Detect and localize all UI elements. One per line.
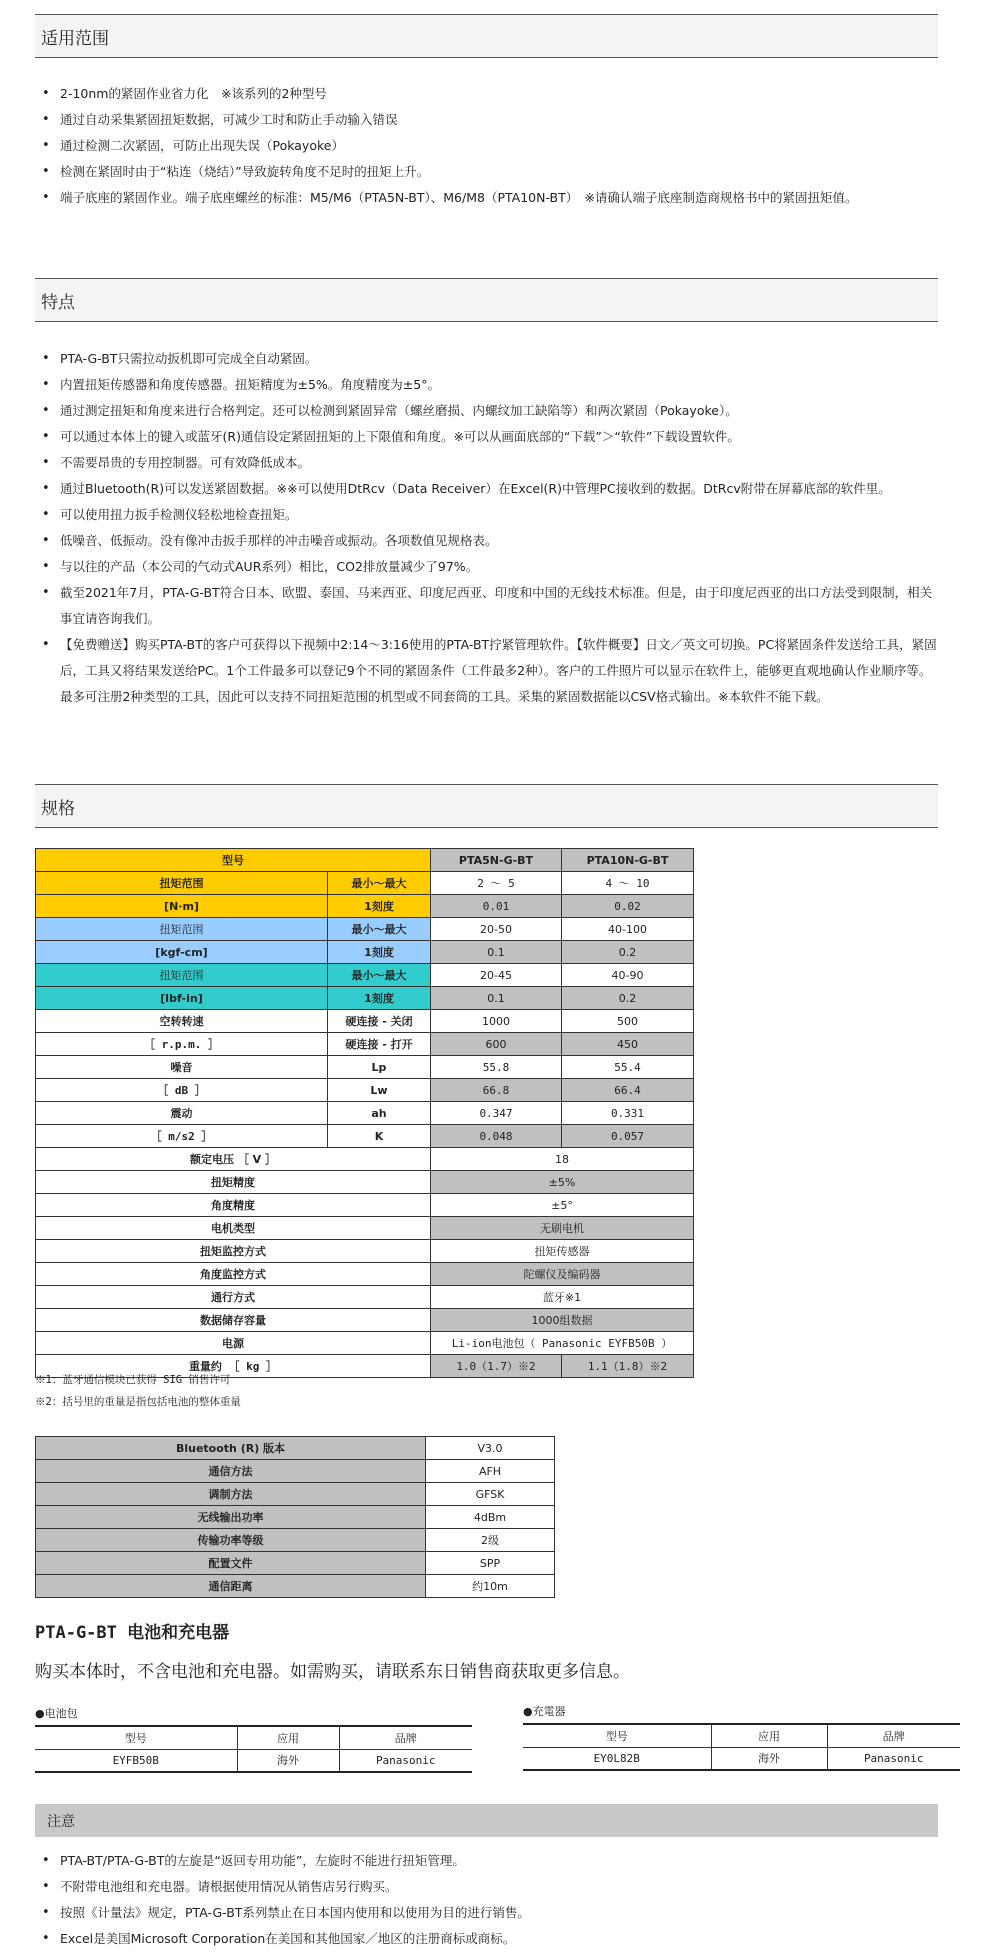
- footnote-2: ※2：括号里的重量是指包括电池的整体重量: [35, 1396, 241, 1408]
- list-item: • 低噪音、低振动。没有像冲击扳手那样的冲击噪音或振动。各项数值见规格表。: [58, 528, 938, 554]
- shared-value: ±5°: [431, 1194, 694, 1217]
- notes-heading: 注意: [35, 1804, 938, 1837]
- col-header: 型号: [523, 1724, 711, 1747]
- bt-value: 约10m: [426, 1575, 555, 1598]
- list-item: • PTA-BT/PTA-G-BT的左旋是“返回专用功能”，左旋时不能进行扭矩管理。: [58, 1848, 938, 1874]
- shared-value: 1000组数据: [431, 1309, 694, 1332]
- noise-a: 66.8: [431, 1079, 562, 1102]
- torque-kgf-sub: 最小～最大: [328, 918, 431, 941]
- torque-nm-sub: 最小～最大: [328, 872, 431, 895]
- torque-nm-a: 2 ～ 5: [431, 872, 562, 895]
- table-cell: Panasonic: [339, 1749, 472, 1772]
- vibration-unit: ［ m/s2 ］: [36, 1125, 328, 1148]
- table-cell: EY0L82B: [523, 1747, 711, 1770]
- battery-pack-table: [35, 1725, 472, 1773]
- bt-label: 传输功率等级: [36, 1529, 426, 1552]
- footnote-1: ※1：蓝牙通信模块已获得 SIG 销售许可: [35, 1374, 231, 1386]
- list-item: • 可以通过本体上的键入或蓝牙(R)通信设定紧固扭矩的上下限值和角度。※可以从画面底部的“下载”＞“软件”下载设置软件。: [58, 424, 938, 450]
- table-cell: 海外: [711, 1747, 827, 1770]
- list-item: • 不需要昂贵的专用控制器。可有效降低成本。: [58, 450, 938, 476]
- noise-sub: Lp: [328, 1056, 431, 1079]
- shared-label: 通行方式: [36, 1286, 431, 1309]
- spec-heading: 规格: [35, 784, 938, 828]
- shared-label: 电机类型: [36, 1217, 431, 1240]
- bluetooth-table: [35, 1436, 555, 1598]
- bt-label: Bluetooth (R) 版本: [36, 1437, 426, 1460]
- shared-label: 角度监控方式: [36, 1263, 431, 1286]
- bt-value: GFSK: [426, 1483, 555, 1506]
- rpm-unit: ［ r.p.m. ］: [36, 1033, 328, 1056]
- torque-lbf-b: 0.2: [562, 987, 694, 1010]
- shared-label: 数据储存容量: [36, 1309, 431, 1332]
- noise-b: 66.4: [562, 1079, 694, 1102]
- torque-kgf-b: 0.2: [562, 941, 694, 964]
- notes-list: [58, 1848, 938, 1952]
- list-item: • 截至2021年7月，PTA-G-BT符合日本、欧盟、泰国、马来西亚、印度尼西亚、印度和中国的无线技术标准。但是，由于印度尼西亚的出口方法受到限制，相关事宜请咨询我们。: [58, 580, 938, 632]
- list-item: • 可以使用扭力扳手检测仪轻松地检查扭矩。: [58, 502, 938, 528]
- torque-nm-sub: 1刻度: [328, 895, 431, 918]
- noise-unit: ［ dB ］: [36, 1079, 328, 1102]
- list-item: • 通过检测二次紧固，可防止出现失误（Pokayoke）: [58, 133, 938, 159]
- shared-value: 蓝牙※1: [431, 1286, 694, 1309]
- vibration-b: 0.057: [562, 1125, 694, 1148]
- bt-value: 2级: [426, 1529, 555, 1552]
- torque-lbf-sub: 1刻度: [328, 987, 431, 1010]
- weight-label: 重量约 ［ kg ］: [36, 1355, 431, 1378]
- torque-kgf-b: 40-100: [562, 918, 694, 941]
- table-cell: Panasonic: [827, 1747, 960, 1770]
- bt-value: SPP: [426, 1552, 555, 1575]
- bt-value: AFH: [426, 1460, 555, 1483]
- shared-label: 扭矩精度: [36, 1171, 431, 1194]
- rpm-a: 1000: [431, 1010, 562, 1033]
- torque-lbf-label: 扭矩范围: [36, 964, 328, 987]
- torque-lbf-unit: [lbf-in]: [36, 987, 328, 1010]
- model-label: 型号: [36, 849, 431, 872]
- list-item: • 通过自动采集紧固扭矩数据，可减少工时和防止手动输入错误: [58, 107, 938, 133]
- rpm-b: 450: [562, 1033, 694, 1056]
- bt-label: 通信距离: [36, 1575, 426, 1598]
- col-header: 品牌: [339, 1726, 472, 1749]
- shared-value: Li-ion电池包（ Panasonic EYFB50B ）: [431, 1332, 694, 1355]
- vibration-label: 震动: [36, 1102, 328, 1125]
- col-header: 型号: [35, 1726, 237, 1749]
- vibration-a: 0.347: [431, 1102, 562, 1125]
- list-item: • 2-10nm的紧固作业省力化 ※该系列的2种型号: [58, 81, 938, 107]
- torque-kgf-a: 20-50: [431, 918, 562, 941]
- vibration-b: 0.331: [562, 1102, 694, 1125]
- torque-lbf-sub: 最小～最大: [328, 964, 431, 987]
- torque-kgf-sub: 1刻度: [328, 941, 431, 964]
- vibration-sub: ah: [328, 1102, 431, 1125]
- noise-a: 55.8: [431, 1056, 562, 1079]
- charger-table: [523, 1723, 960, 1771]
- list-item: • PTA-G-BT只需拉动扳机即可完成全自动紧固。: [58, 346, 938, 372]
- list-item: • 检测在紧固时由于“粘连（烧结）”导致旋转角度不足时的扭矩上升。: [58, 159, 938, 185]
- shared-value: ±5%: [431, 1171, 694, 1194]
- model-b: PTA10N-G-BT: [562, 849, 694, 872]
- list-item: • Excel是美国Microsoft Corporation在美国和其他国家／地区的注册商标或商标。: [58, 1926, 938, 1952]
- list-item: • 【免费赠送】购买PTA-BT的客户可获得以下视频中2:14～3:16使用的PTA-BT拧紧管理软件。【软件概要】日文／英文可切换。PC将紧固条件发送给工具，紧固后，工具又将结果发送给PC。1个工件最多可以登记9个不同的紧固条件（工件最多2种）。客户的工件照片可以显示在软件上，能够更直观地确认作业顺序等。最多可注册2种类型的工具，因此可以支持不同扭矩范围的机型或不同套筒的工具。采集的紧固数据能以CSV格式输出。※本软件不能下载。: [58, 632, 938, 710]
- torque-kgf-a: 0.1: [431, 941, 562, 964]
- noise-b: 55.4: [562, 1056, 694, 1079]
- charger-title: ●充電器: [523, 1705, 566, 1718]
- bt-label: 配置文件: [36, 1552, 426, 1575]
- torque-lbf-a: 20-45: [431, 964, 562, 987]
- bt-value: 4dBm: [426, 1506, 555, 1529]
- torque-nm-label: 扭矩范围: [36, 872, 328, 895]
- rpm-label: 空转转速: [36, 1010, 328, 1033]
- torque-lbf-b: 40-90: [562, 964, 694, 987]
- battery-lead: 购买本体时，不含电池和充电器。如需购买，请联系东日销售商获取更多信息。: [35, 1662, 630, 1682]
- bt-value: V3.0: [426, 1437, 555, 1460]
- torque-lbf-a: 0.1: [431, 987, 562, 1010]
- vibration-a: 0.048: [431, 1125, 562, 1148]
- spec-table: [35, 848, 694, 1378]
- rpm-a: 600: [431, 1033, 562, 1056]
- torque-kgf-label: 扭矩范围: [36, 918, 328, 941]
- noise-label: 噪音: [36, 1056, 328, 1079]
- torque-nm-b: 4 ～ 10: [562, 872, 694, 895]
- col-header: 应用: [237, 1726, 339, 1749]
- col-header: 品牌: [827, 1724, 960, 1747]
- table-cell: 海外: [237, 1749, 339, 1772]
- list-item: • 不附带电池组和充电器。请根据使用情况从销售店另行购买。: [58, 1874, 938, 1900]
- list-item: • 按照《计量法》规定，PTA-G-BT系列禁止在日本国内使用和以使用为目的进行销售。: [58, 1900, 938, 1926]
- battery-heading: PTA-G-BT 电池和充电器: [35, 1623, 230, 1643]
- shared-value: 无刷电机: [431, 1217, 694, 1240]
- features-list: [58, 346, 938, 710]
- model-a: PTA5N-G-BT: [431, 849, 562, 872]
- features-heading: 特点: [35, 278, 938, 322]
- battery-pack-title: ●电池包: [35, 1707, 78, 1720]
- torque-kgf-unit: [kgf-cm]: [36, 941, 328, 964]
- rpm-sub: 硬连接 - 打开: [328, 1033, 431, 1056]
- noise-sub: Lw: [328, 1079, 431, 1102]
- list-item: • 通过测定扭矩和角度来进行合格判定。还可以检测到紧固异常（螺丝磨损、内螺纹加工缺陷等）和两次紧固（Pokayoke）。: [58, 398, 938, 424]
- shared-value: 陀螺仪及编码器: [431, 1263, 694, 1286]
- shared-label: 额定电压 ［ V ］: [36, 1148, 431, 1171]
- bt-label: 通信方法: [36, 1460, 426, 1483]
- bt-label: 调制方法: [36, 1483, 426, 1506]
- weight-a: 1.0（1.7）※2: [431, 1355, 562, 1378]
- rpm-sub: 硬连接 - 关闭: [328, 1010, 431, 1033]
- vibration-sub: K: [328, 1125, 431, 1148]
- list-item: • 与以往的产品（本公司的气动式AUR系列）相比，CO2排放量减少了97%。: [58, 554, 938, 580]
- bt-label: 无线输出功率: [36, 1506, 426, 1529]
- list-item: • 端子底座的紧固作业。端子底座螺丝的标准：M5/M6（PTA5N-BT）、M6/M8（PTA10N-BT） ※请确认端子底座制造商规格书中的紧固扭矩值。: [58, 185, 938, 211]
- shared-label: 电源: [36, 1332, 431, 1355]
- torque-nm-b: 0.02: [562, 895, 694, 918]
- scope-heading: 适用范围: [35, 14, 938, 58]
- torque-nm-unit: [N·m]: [36, 895, 328, 918]
- shared-label: 角度精度: [36, 1194, 431, 1217]
- list-item: • 内置扭矩传感器和角度传感器。扭矩精度为±5%。角度精度为±5°。: [58, 372, 938, 398]
- shared-label: 扭矩监控方式: [36, 1240, 431, 1263]
- scope-list: [58, 81, 938, 211]
- list-item: • 通过Bluetooth(R)可以发送紧固数据。※※可以使用DtRcv（Data Receiver）在Excel(R)中管理PC接收到的数据。DtRcv附带在屏幕底部的软件里。: [58, 476, 938, 502]
- table-cell: EYFB50B: [35, 1749, 237, 1772]
- rpm-b: 500: [562, 1010, 694, 1033]
- torque-nm-a: 0.01: [431, 895, 562, 918]
- weight-b: 1.1（1.8）※2: [562, 1355, 694, 1378]
- shared-value: 扭矩传感器: [431, 1240, 694, 1263]
- col-header: 应用: [711, 1724, 827, 1747]
- shared-value: 18: [431, 1148, 694, 1171]
